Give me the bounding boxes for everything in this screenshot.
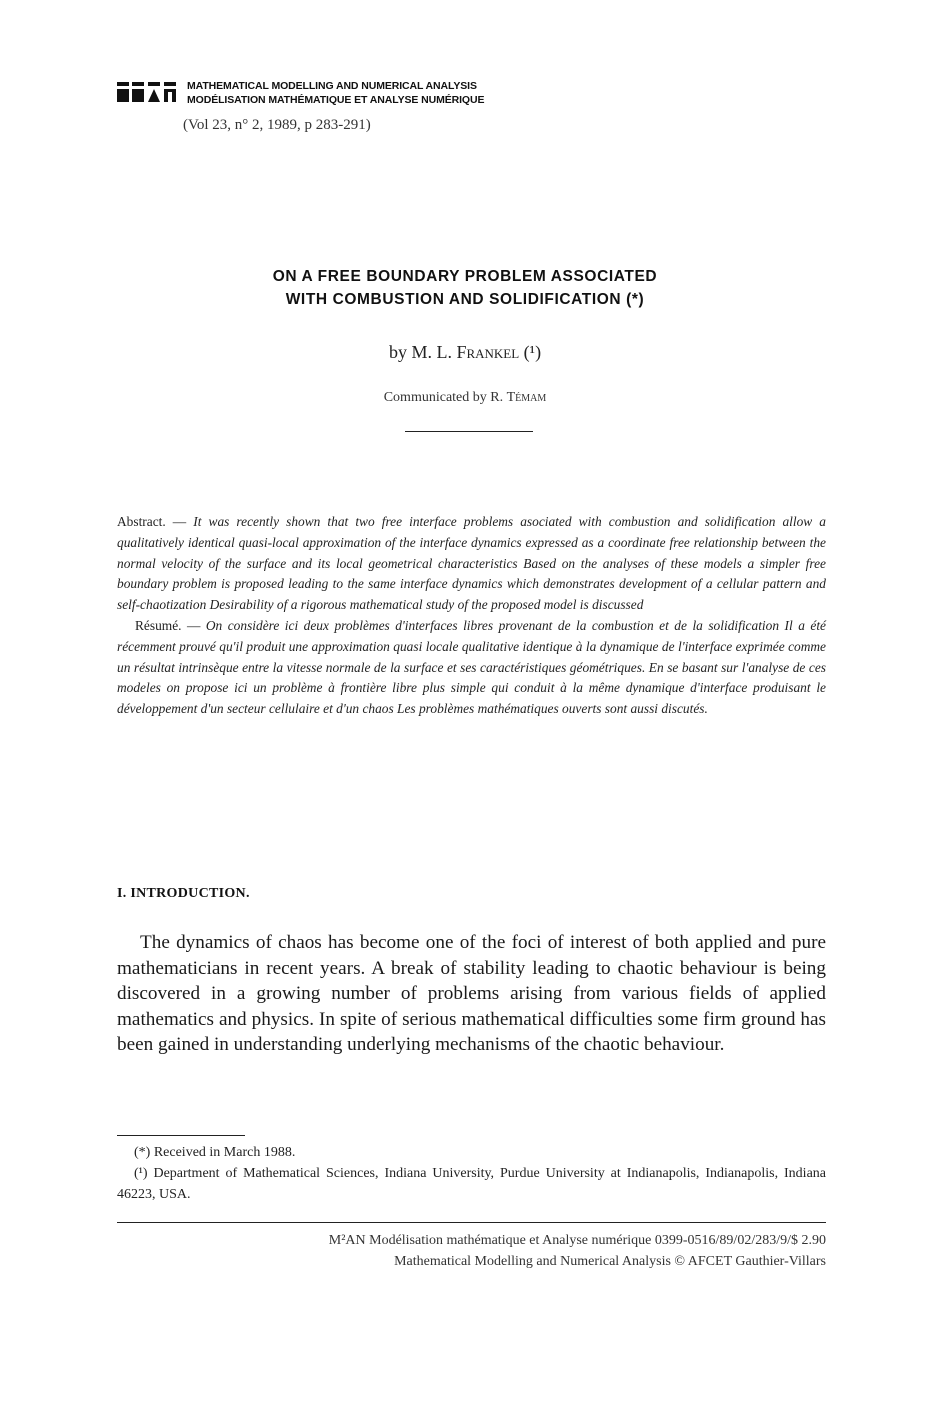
resume-paragraph xyxy=(117,616,826,720)
imprint-divider xyxy=(117,1222,826,1223)
abstract-paragraph xyxy=(117,512,826,616)
footnote-affiliation: (¹) Department of Mathematical Sciences, Indiana University, Purdue University at Indianapolis, Indianapolis, Indiana 46223, USA. xyxy=(117,1166,826,1202)
abstract-text: It was recently shown that two free interface problems asociated with combustion and solidification allow a qualitatively identical quasi-local approximation of the interface dynamics expressed as a coordinate free relationship between the normal velocity of the surface and its local geometrical characteristics Based on the analyses of these models a simpler free boundary problem is proposed leading to the same interface dynamics which demonstrates development of a cellular pattern and self-chaotization Desirability of a rigorous mathematical study of the proposed model is discussed xyxy=(117,514,826,613)
author-prefix: by M. L. xyxy=(388,342,452,362)
paper-title-line-1: ON A FREE BOUNDARY PROBLEM ASSOCIATED xyxy=(272,268,658,285)
communicator-name: Témam xyxy=(506,390,547,405)
author-footnote-mark: (¹) xyxy=(523,342,542,362)
resume-text: On considère ici deux problèmes d'interfaces libres provenant de la combustion et de la solidification Il a été récemment prouvé qu'il produit une approximation quasi locale qualitative identique à la dynamique de l'interface exprimée comme un résultat intrinsèque entre la vitesse normale de la surface et ses caractéristiques géométriques. En se basant sur l'analyse de ces modeles on propose ici un problème à frontière libre plus simple qui conduit à la même dynamique d'interface produisant le développement d'un secteur cellulaire et d'un chaos Les problèmes mathématiques ouverts sont aussi discutés. xyxy=(117,617,826,717)
footnote-divider xyxy=(117,1135,245,1136)
footnotes xyxy=(117,1142,826,1205)
footnote-received: (*) Received in March 1988. xyxy=(134,1145,296,1160)
journal-name-french: MODÉLISATION MATHÉMATIQUE ET ANALYSE NUMÉRIQUE xyxy=(187,94,485,106)
imprint-line-1: M²AN Modélisation mathématique et Analyse numérique 0399-0516/89/02/283/9/$ 2.90 xyxy=(328,1233,826,1248)
journal-name-english: MATHEMATICAL MODELLING AND NUMERICAL ANALYSIS xyxy=(187,80,477,92)
journal-logo xyxy=(117,80,177,102)
abstract-block xyxy=(117,512,826,720)
introduction-paragraph: The dynamics of chaos has become one of the foci of interest of both applied and pure mathematicians in recent years. A break of stability leading to chaotic behaviour is being discovered in a growing number of problems arising from various fields of applied mathematics and physics. In spite of serious mathematical difficulties some firm ground has been gained in understanding underlying mechanisms of the chaotic behaviour. xyxy=(117,932,826,1056)
paper-title-line-2: WITH COMBUSTION AND SOLIDIFICATION (*) xyxy=(285,291,645,308)
publisher-imprint xyxy=(117,1230,826,1272)
author-line xyxy=(0,342,930,363)
title-divider xyxy=(405,431,533,432)
introduction-body xyxy=(117,930,826,1058)
volume-info: (Vol 23, n° 2, 1989, p 283-291) xyxy=(183,117,371,133)
communicated-by xyxy=(0,390,930,406)
resume-label: Résumé. — xyxy=(135,617,201,633)
author-name: Frankel xyxy=(456,342,520,362)
section-heading: I. INTRODUCTION. xyxy=(117,886,250,901)
abstract-label: Abstract. — xyxy=(117,514,187,529)
communicated-prefix: Communicated by R. xyxy=(383,390,504,405)
imprint-line-2: Mathematical Modelling and Numerical Analysis © AFCET Gauthier-Villars xyxy=(394,1254,826,1269)
